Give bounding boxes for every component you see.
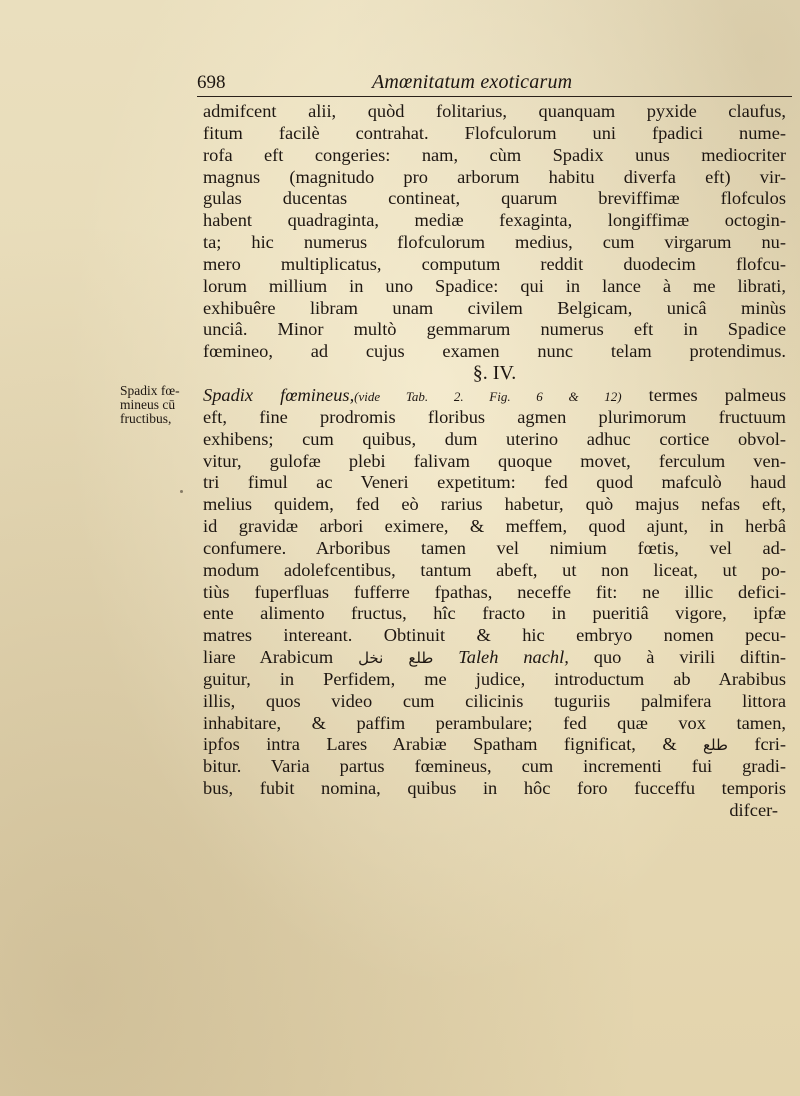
text-fragment: quo à virili diftin-	[568, 647, 787, 668]
text-line: habent quadraginta, mediæ fexaginta, longiffimæ octogin-	[203, 210, 786, 231]
text-line: mero multiplicatus, computum reddit duodecim flofcu-	[203, 253, 786, 274]
text-line: fitum facilè contrahat. Flofculorum uni fpadici nume-	[203, 122, 786, 143]
margin-note	[120, 384, 198, 426]
text-line: gulas ducentas contineat, quarum breviffimæ flofculos	[203, 188, 786, 209]
text-line: bus, fubit nomina, quibus in hôc foro fucceffu temporis	[203, 778, 786, 799]
body-text	[203, 101, 786, 822]
text-line: exhibens; cum quibus, dum uterino adhuc cortice obvol-	[203, 428, 786, 449]
text-line: fœmineo, ad cujus examen nunc telam protendimus.	[203, 341, 786, 362]
margin-note-line: mineus cū	[120, 397, 176, 412]
text-fragment: liare Arabicum	[203, 647, 359, 668]
text-line: inhabitare, & paffim perambulare; fed quæ vox tamen,	[203, 712, 786, 733]
text-line: eft, fine prodromis floribus agmen plurimorum fructuum	[203, 406, 786, 427]
text-line: id gravidæ arbori eximere, & meffem, quod ajunt, in herbâ	[203, 516, 786, 537]
text-line: illis, quos video cum cilicinis tuguriis palmifera littora	[203, 690, 786, 711]
running-title: Amœnitatum exoticarum	[372, 71, 573, 93]
text-fragment: termes palmeus	[621, 384, 786, 405]
text-line: magnus (magnitudo pro arborum habitu diverfa eft) vir-	[203, 166, 786, 187]
text-line: vitur, gulofæ plebi falivam quoque movet, ferculum ven-	[203, 450, 786, 471]
text-line: matres intereant. Obtinuit & hic embryo nomen pecu-	[203, 625, 786, 646]
text-line: tiùs fuperfluas fufferre fpathas, neceffe fit: ne illic defici-	[203, 581, 786, 602]
text-line: tri fimul ac Veneri expetitum: fed quod mafculò haud	[203, 472, 786, 493]
text-line: rofa eft congeries: nam, cùm Spadix unus mediocriter	[203, 144, 786, 165]
text-line: admifcent alii, quòd folitarius, quanquam pyxide claufus,	[203, 101, 786, 121]
page-header	[197, 70, 792, 97]
arabic-term: طلع	[703, 736, 728, 755]
margin-note-line: fructibus,	[120, 411, 172, 426]
transliteration: Taleh nachl,	[433, 647, 569, 668]
spadix-term: Spadix fœmineus,	[203, 384, 355, 405]
text-line: modum adolefcentibus, tantum abeft, ut non liceat, ut po-	[203, 559, 786, 580]
text-fragment: ipfos intra Lares Arabiæ Spatham fignificat, &	[203, 734, 704, 755]
text-line: lorum millium in uno Spadice: qui in lance à me librati,	[203, 275, 786, 296]
text-line: confumere. Arboribus tamen vel nimium fœtis, vel ad-	[203, 537, 786, 558]
margin-note-line: Spadix fœ-	[120, 383, 180, 398]
section-heading: §. IV.	[472, 362, 517, 385]
text-line: guitur, in Perfidem, me judice, introductum ab Arabibus	[203, 668, 786, 689]
text-line: exhibuêre libram unam civilem Belgicam, unicâ minùs	[203, 297, 786, 318]
text-line: ta; hic numerus flofculorum medius, cum virgarum nu-	[203, 232, 786, 253]
text-line	[203, 647, 786, 669]
figure-reference: (vide Tab. 2. Fig. 6 & 12)	[354, 388, 622, 404]
text-line: unciâ. Minor multò gemmarum numerus eft in Spadice	[203, 319, 786, 340]
text-line	[203, 385, 786, 407]
text-line: bitur. Varia partus fœmineus, cum incrementi fui gradi-	[203, 756, 786, 777]
page-number: 698	[197, 72, 226, 93]
text-line: ente alimento fructus, hîc fracto in pueritiâ vigore, ipfæ	[203, 603, 786, 624]
arabic-term: طلع نخل	[358, 649, 434, 668]
catchword: difcer-	[729, 800, 778, 820]
text-line	[203, 734, 786, 756]
ink-blot	[180, 490, 183, 493]
text-line: melius quidem, fed eò rarius habetur, quò majus nefas eft,	[203, 494, 786, 515]
text-fragment: fcri-	[727, 734, 787, 755]
